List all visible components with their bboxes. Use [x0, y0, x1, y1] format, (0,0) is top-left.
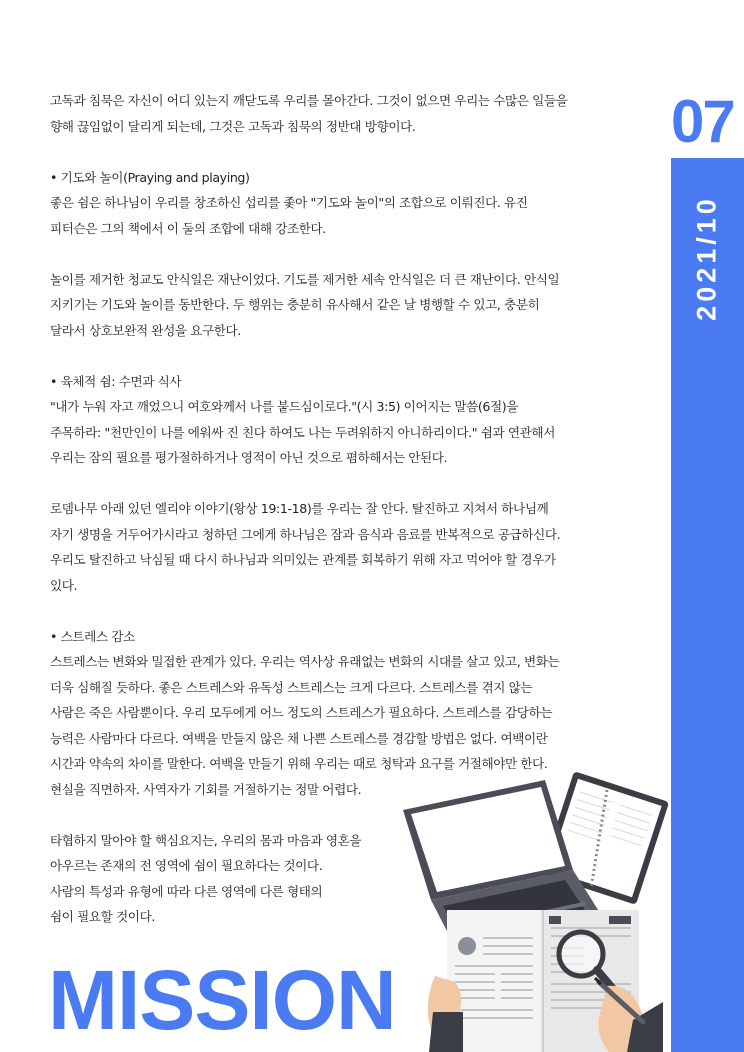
text-line: 주목하라: "천만인이 나를 에워싸 진 친다 하여도 나는 두려워하지 아니하리이다." 쉼과 연관해서	[50, 424, 555, 440]
text-line: 피터슨은 그의 책에서 이 둘의 조합에 대해 강조한다.	[50, 220, 326, 236]
text-line: 타협하지 말아야 할 핵심요지는, 우리의 몸과 마음과 영혼을	[50, 832, 362, 848]
text-line: 로뎀나무 아래 있던 엘리야 이야기(왕상 19:1-18)를 우리는 잘 안다. 탈진하고 지쳐서 하나님께	[50, 501, 549, 516]
section-heading: • 기도와 놀이(Praying and playing)	[50, 169, 250, 185]
paragraph	[50, 496, 625, 598]
text-line: 시간과 약속의 차이를 말한다. 여백을 만들기 위해 우리는 때로 청탁과 요구를 거절해야만 한다.	[50, 756, 548, 771]
text-line: 사람은 죽은 사람뿐이다. 우리 모두에게 어느 정도의 스트레스가 필요하다. 스트레스를 감당하는	[50, 705, 553, 720]
text-line: 놀이를 제거한 청교도 안식일은 재난이었다. 기도를 제거한 세속 안식일은 더 큰 재난이다. 안식일	[50, 271, 560, 287]
text-line: 사람의 특성과 유형에 따라 다른 영역에 다른 형태의	[50, 883, 323, 899]
text-line: 현실을 직면하자. 사역자가 기회를 거절하기는 정말 어렵다.	[50, 781, 362, 797]
text-line: 우리도 탈진하고 낙심될 때 다시 하나님과 의미있는 관계를 회복하기 위해 자고 먹어야 할 경우가	[50, 552, 556, 567]
text-line: 쉼이 필요할 것이다.	[50, 909, 155, 924]
paragraph	[50, 267, 625, 344]
text-line: 더욱 심해질 듯하다. 좋은 스트레스와 유독성 스트레스는 크게 다르다. 스트레스를 겪지 않는	[50, 679, 533, 695]
mission-title: MISSION	[48, 953, 396, 1047]
text-line: 향해 끊임없이 달리게 되는데, 그것은 고독과 침묵의 정반대 방향이다.	[50, 118, 416, 134]
paragraph	[50, 369, 625, 471]
text-line: 능력은 사람마다 다르다. 여백을 만들지 않은 채 나쁜 스트레스를 경감할 방법은 없다. 여백이란	[50, 730, 548, 746]
hand-left-icon	[428, 976, 463, 1052]
text-line: 있다.	[50, 577, 78, 593]
text-line: 달라서 상호보완적 완성을 요구한다.	[50, 322, 241, 338]
section-heading: • 육체적 쉼: 수면과 식사	[50, 373, 182, 389]
paragraph	[50, 828, 390, 930]
text-line: "내가 누워 자고 깨었으니 여호와께서 나를 붙드심이로다."(시 3:5) 이어지는 말씀(6절)을	[50, 399, 519, 414]
text-line: 스트레스는 변화와 밀접한 관계가 있다. 우리는 역사상 유래없는 변화의 시대를 살고 있고, 변화는	[50, 654, 560, 669]
paragraph	[50, 165, 625, 242]
hand-right-icon	[598, 986, 663, 1052]
desk-illustration	[395, 770, 671, 1052]
text-line: 고독과 침묵은 자신이 어디 있는지 깨닫도록 우리를 몰아간다. 그것이 없으면 우리는 수많은 일들을	[50, 93, 568, 108]
text-line: 자기 생명을 거두어가시라고 청하던 그에게 하나님은 잠과 음식과 음료를 반복적으로 공급하신다.	[50, 526, 561, 542]
text-line: 우리는 잠의 필요를 평가절하하거나 영적이 아닌 것으로 폄하해서는 안된다.	[50, 450, 448, 465]
issue-date: 2021/10	[691, 195, 722, 321]
text-line: 지키기는 기도와 놀이를 동반한다. 두 행위는 충분히 유사해서 같은 날 병행할 수 있고, 충분히	[50, 297, 540, 312]
page-number: 07	[671, 88, 734, 155]
paragraph	[50, 88, 625, 139]
text-line: 아우르는 존재의 전 영역에 쉼이 필요하다는 것이다.	[50, 858, 323, 873]
section-heading: • 스트레스 감소	[50, 628, 135, 644]
text-line: 좋은 쉼은 하나님이 우리를 창조하신 섭리를 좇아 "기도와 놀이"의 조합으로 이뤄진다. 유진	[50, 195, 528, 210]
